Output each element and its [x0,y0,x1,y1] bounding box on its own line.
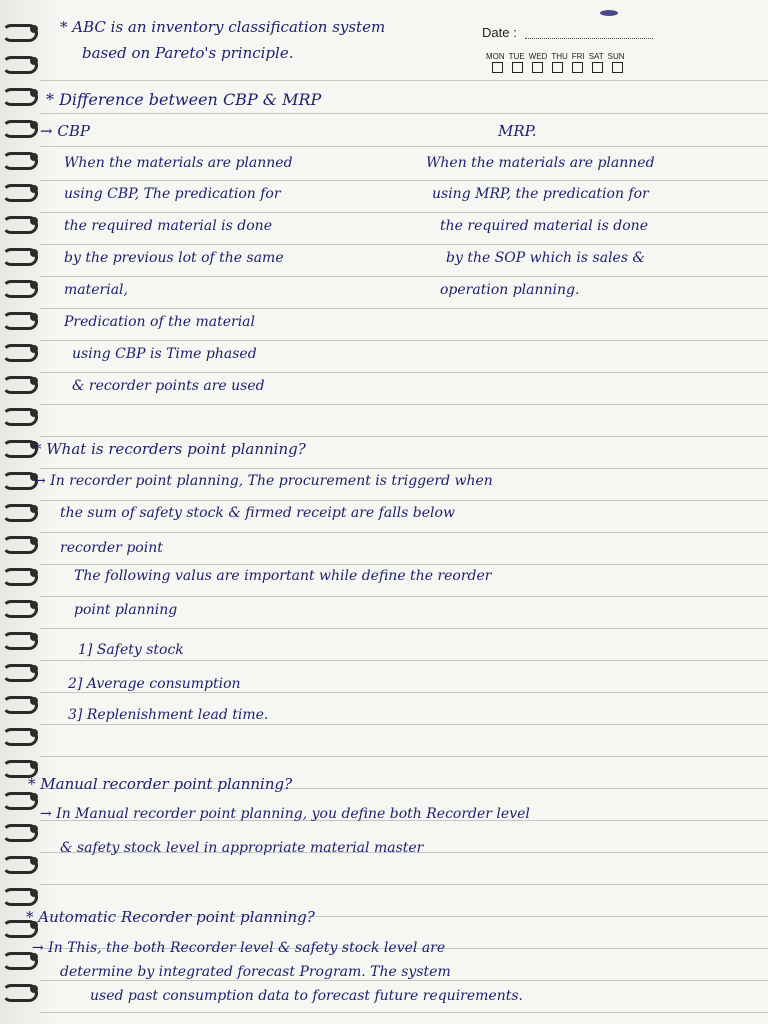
weekday-checkbox [512,62,523,73]
spiral-ring [0,626,44,650]
spiral-ring [0,210,44,234]
manual-reorder-question: * Manual recorder point planning? [28,775,293,793]
automatic-line-2: determine by integrated forecast Program. The system [60,964,451,980]
ruled-line [40,1012,768,1013]
reorder-item-1: 1] Safety stock [78,642,184,658]
automatic-line-3: used past consumption data to forecast future requirements. [90,988,523,1004]
ruled-line [40,884,768,885]
reorder-line-1: → In recorder point planning, The procurement is triggerd when [34,473,493,489]
spiral-ring [0,178,44,202]
mrp-heading: MRP. [498,122,537,140]
spiral-ring [0,722,44,746]
weekday-wed: WED [528,52,548,61]
manual-line-2: & safety stock level in appropriate material master [60,840,424,856]
ruled-line [40,500,768,501]
ruled-line [40,372,768,373]
ink-blot [600,10,618,16]
ruled-line [40,756,768,757]
mrp-line-5: operation planning. [440,282,580,298]
ruled-line [40,212,768,213]
ruled-line [40,404,768,405]
cbp-line-4: by the previous lot of the same [64,250,284,266]
difference-heading: * Difference between CBP & MRP [46,90,322,109]
weekday-sun: SUN [607,52,625,61]
reorder-line-2: the sum of safety stock & firmed receipt are falls below [60,505,455,521]
spiral-ring [0,114,44,138]
reorder-line-3: recorder point [60,540,163,556]
spiral-ring [0,274,44,298]
cbp-line-3: the required material is done [64,218,272,234]
reorder-item-2: 2] Average consumption [68,676,241,692]
ruled-line [40,692,768,693]
weekday-boxes [492,62,623,73]
weekday-checkbox [612,62,623,73]
weekday-fri: FRI [571,52,585,61]
weekday-thu: THU [551,52,568,61]
spiral-ring [0,82,44,106]
cbp-line-1: When the materials are planned [64,155,293,171]
spiral-ring [0,50,44,74]
reorder-line-4: The following valus are important while define the reorder [74,568,492,584]
weekday-checkbox [492,62,503,73]
ruled-line [40,564,768,565]
spiral-ring [0,978,44,1002]
automatic-reorder-question: * Automatic Recorder point planning? [26,908,315,926]
mrp-line-3: the required material is done [440,218,648,234]
manual-line-1: → In Manual recorder point planning, you define both Recorder level [40,806,530,822]
mrp-line-1: When the materials are planned [426,155,655,171]
spiral-ring [0,338,44,362]
ruled-line [40,80,768,81]
ruled-line [40,660,768,661]
abc-line-1: * ABC is an inventory classification system [60,18,386,36]
ruled-line [40,276,768,277]
weekday-checkbox [592,62,603,73]
spiral-ring [0,658,44,682]
cbp-line-7: using CBP is Time phased [72,346,257,362]
reorder-item-3: 3] Replenishment lead time. [68,707,269,723]
spiral-ring [0,146,44,170]
ruled-line [40,180,768,181]
ruled-line [40,146,768,147]
spiral-ring [0,242,44,266]
ruled-line [40,308,768,309]
reorder-point-question: * What is recorders point planning? [34,440,306,458]
weekday-labels [486,52,625,61]
weekday-mon: MON [486,52,505,61]
ruled-line [40,724,768,725]
spiral-ring [0,530,44,554]
abc-line-2: based on Pareto's principle. [82,44,294,62]
spiral-ring [0,594,44,618]
ruled-line [40,436,768,437]
weekday-checkbox [552,62,563,73]
spiral-ring [0,498,44,522]
spiral-ring [0,370,44,394]
weekday-checkbox [532,62,543,73]
spiral-ring [0,18,44,42]
ruled-line [40,244,768,245]
spiral-ring [0,690,44,714]
ruled-line [40,628,768,629]
cbp-line-2: using CBP, The predication for [64,186,281,202]
ruled-line [40,340,768,341]
date-line [525,38,653,39]
weekday-checkbox [572,62,583,73]
ruled-line [40,113,768,114]
mrp-line-4: by the SOP which is sales & [446,250,645,266]
spiral-ring [0,850,44,874]
cbp-heading: → CBP [40,122,90,140]
weekday-sat: SAT [588,52,604,61]
spiral-ring [0,402,44,426]
automatic-line-1: → In This, the both Recorder level & safety stock level are [32,940,446,956]
cbp-line-5: material, [64,282,128,298]
date-label: Date : [482,25,517,40]
ruled-line [40,596,768,597]
ruled-line [40,468,768,469]
spiral-ring [0,306,44,330]
cbp-line-6: Predication of the material [64,314,255,330]
cbp-line-8: & recorder points are used [72,378,265,394]
reorder-line-5: point planning [74,602,178,618]
spiral-ring [0,882,44,906]
ruled-line [40,532,768,533]
weekday-tue: TUE [508,52,525,61]
mrp-line-2: using MRP, the predication for [432,186,649,202]
ruled-line [40,980,768,981]
spiral-ring [0,818,44,842]
spiral-ring [0,562,44,586]
